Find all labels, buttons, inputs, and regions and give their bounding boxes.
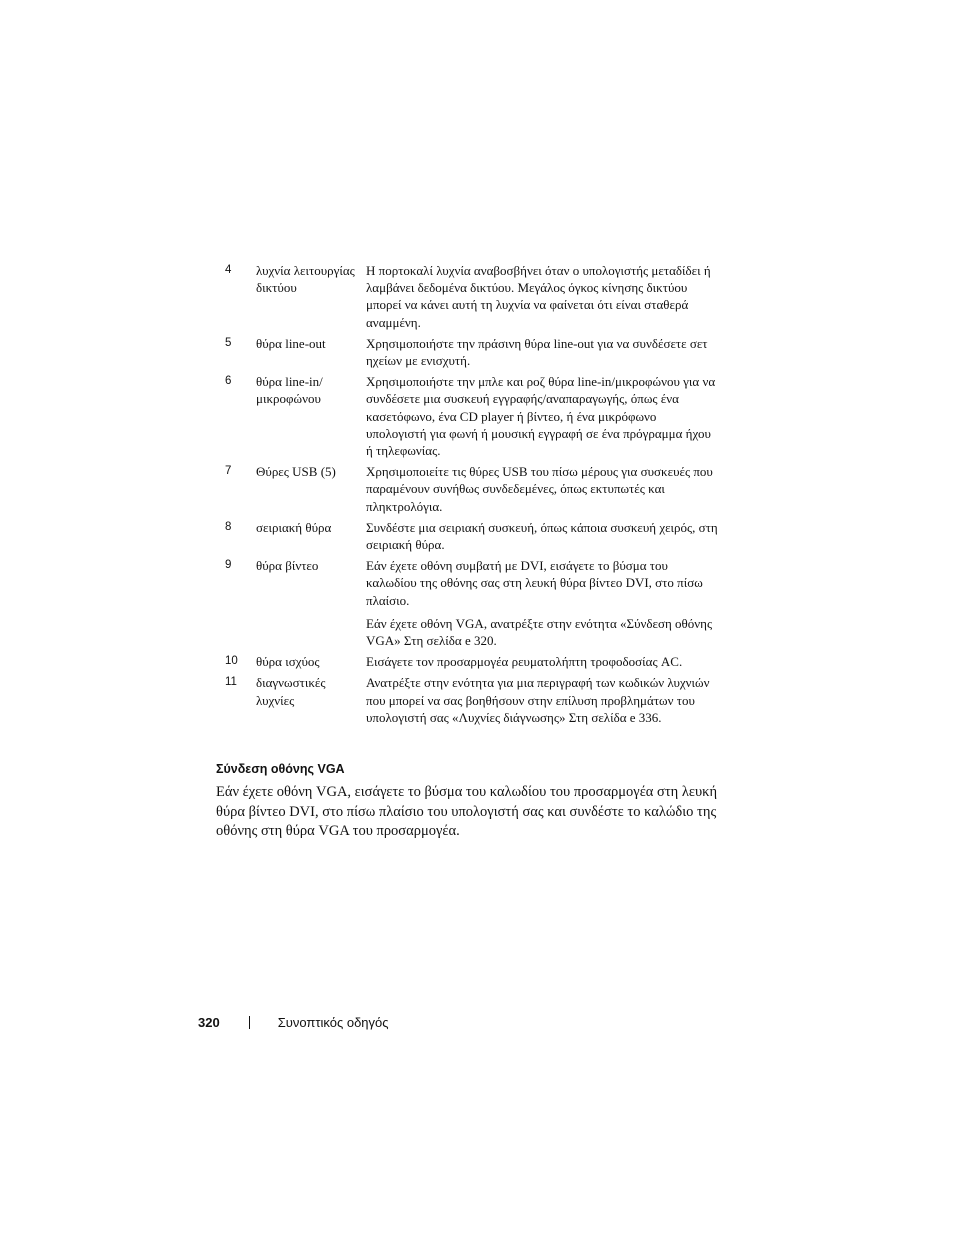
page-number: 320: [198, 1015, 220, 1030]
table-row: [222, 557, 718, 649]
row-number: 5: [225, 336, 232, 349]
row-number: 7: [225, 465, 232, 478]
ports-table: [222, 262, 718, 730]
row-description: [366, 557, 718, 649]
row-label: θύρα ισχύος: [256, 654, 320, 670]
table-row: [222, 373, 718, 459]
row-label: θύρα line-out: [256, 335, 326, 351]
row-description: [366, 373, 718, 459]
description-paragraph: Εάν έχετε οθόνη συμβατή με DVI, εισάγετε το βύσμα του καλωδίου της οθόνης σας στη λευκή θύρα βίντεο DVI, στο πίσω πλαίσιο.: [366, 558, 703, 608]
row-label: Θύρες USB (5): [256, 464, 336, 480]
description-paragraph: Χρησιμοποιήστε την μπλε και ροζ θύρα line-in/μικροφώνου για να συνδέσετε μια συσκευή εγγραφής/αναπαραγωγής, όπως ένα κασετόφωνο, ένα CD player ή βίντεο, ή ένα μικρόφωνο υπολογιστή για φωνή ή μουσική εγγραφή σε ένα πρόγραμμα ήχου ή τηλεφωνίας.: [366, 374, 716, 459]
row-number: 4: [225, 264, 232, 276]
table-row: [222, 674, 718, 726]
description-paragraph: Χρησιμοποιήστε την πράσινη θύρα line-out για να συνδέσετε σετ ηχείων με ενισχυτή.: [366, 335, 708, 369]
row-number: 10: [225, 655, 238, 668]
row-label: θύρα line-in/μικροφώνου: [256, 374, 323, 407]
table-row: [222, 463, 718, 515]
row-number: 8: [225, 520, 232, 533]
row-number: 6: [225, 375, 232, 388]
row-label: σειριακή θύρα: [256, 519, 332, 535]
table-row: [222, 519, 718, 553]
description-paragraph: Εισάγετε τον προσαρμογέα ρευματολήπτη τροφοδοσίας AC.: [366, 654, 683, 670]
description-paragraph: Η πορτοκαλί λυχνία αναβοσβήνει όταν ο υπολογιστής μεταδίδει ή λαμβάνει δεδομένα δικτύου. Μεγάλος όγκος κίνησης δικτύου μπορεί να κάνει αυτή τη λυχνία να φαίνεται ότι είναι σταθερά αναμμένη.: [366, 263, 711, 330]
row-label: λυχνία λειτουργίας δικτύου: [256, 263, 355, 296]
row-description: [366, 653, 718, 670]
table-row: [222, 335, 718, 369]
description-paragraph: Χρησιμοποιείτε τις θύρες USB του πίσω μέρους για συσκευές που παραμένουν συνήθως συνδεδεμένες, όπως εκτυπωτές και πληκτρολόγια.: [366, 464, 713, 514]
page-footer: [198, 1015, 389, 1030]
row-description: [366, 463, 718, 515]
row-description: [366, 262, 718, 331]
description-paragraph: Ανατρέξτε στην ενότητα για μια περιγραφή των κωδικών λυχνιών που μπορεί να σας βοηθήσουν στην επίλυση προβλημάτων του υπολογιστή σας «Λυχνίες διάγνωσης» Στη σελίδα e 336.: [366, 675, 710, 725]
row-number: 9: [225, 559, 232, 572]
guide-title: Συνοπτικός οδηγός: [277, 1015, 389, 1030]
section-body: Εάν έχετε οθόνη VGA, εισάγετε το βύσμα του καλωδίου του προσαρμογέα στη λευκή θύρα βίντεο DVI, στο πίσω πλαίσιο του υπολογιστή σας και συνδέστε το καλώδιο της οθόνης στη θύρα VGA του προσαρμογέα.: [216, 784, 718, 839]
table-row: [222, 653, 718, 670]
row-description: [366, 674, 718, 726]
section-heading: Σύνδεση οθόνης VGA: [216, 762, 345, 776]
row-number: 11: [225, 676, 237, 689]
row-label: διαγνωστικές λυχνίες: [256, 675, 326, 708]
row-label: θύρα βίντεο: [256, 558, 319, 574]
footer-separator: [249, 1016, 250, 1029]
description-paragraph: Συνδέστε μια σειριακή συσκευή, όπως κάποια συσκευή χειρός, στη σειριακή θύρα.: [366, 519, 718, 553]
row-description: [366, 519, 718, 553]
description-paragraph: Εάν έχετε οθόνη VGA, ανατρέξτε στην ενότητα «Σύνδεση οθόνης VGA» Στη σελίδα e 320.: [366, 615, 713, 649]
table-row: [222, 262, 718, 331]
row-description: [366, 335, 718, 369]
